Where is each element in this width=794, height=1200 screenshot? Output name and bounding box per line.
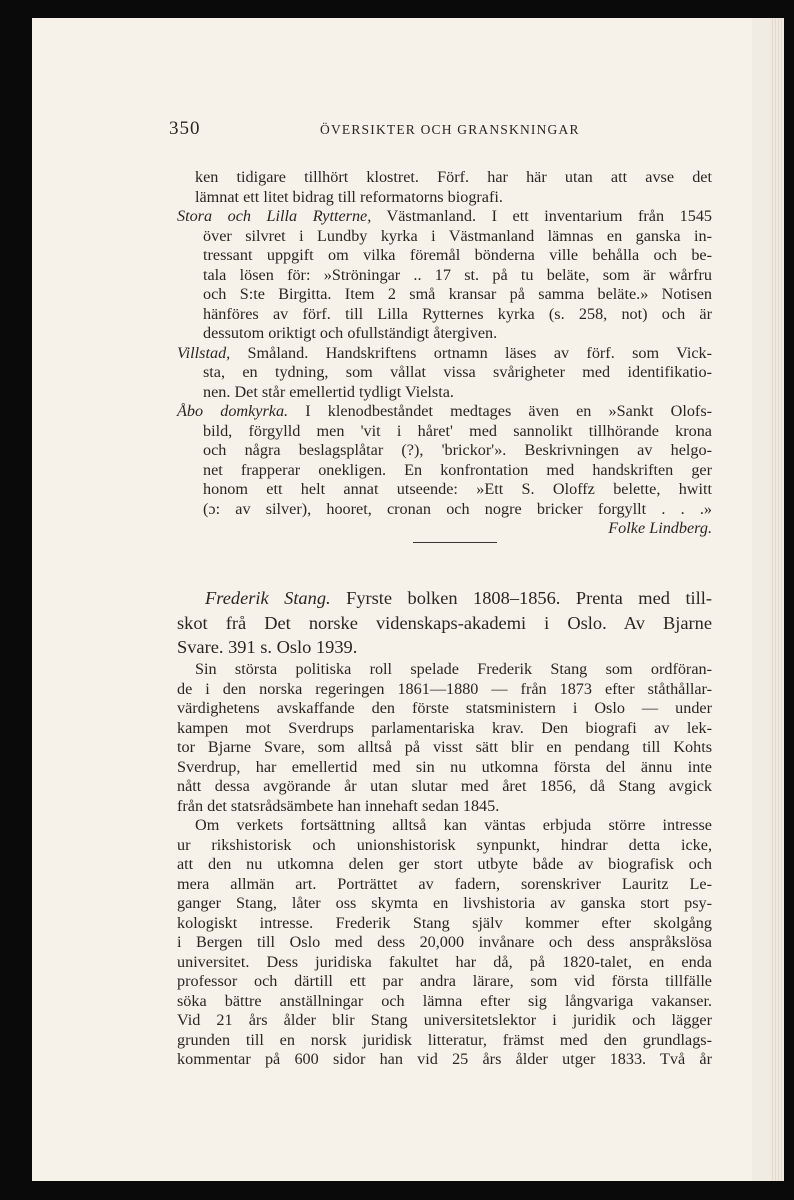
- text-line: hänföres av förf. till Lilla Rytternes kyrka (s. 258, not) och är: [203, 304, 712, 323]
- text-line: tressant uppgift om vilka föremål bönderna ville behålla och be-: [203, 246, 712, 264]
- text-line: Om verkets fortsättning alltså kan väntas erbjuda större intresse: [195, 816, 712, 834]
- text-line: (ɔ: av silver), hooret, cronan och nogre bricker forgyllt . . .»: [203, 499, 712, 518]
- review-1: [177, 168, 712, 539]
- text-line: Villstad, Småland. Handskriftens ortnamn läses av förf. som Vick-: [177, 343, 712, 362]
- text-line: professor och därtill ett par andra lärare, som vid första tillfälle: [177, 972, 712, 990]
- review-2-body: [177, 660, 712, 1070]
- text-line: Åbo domkyrka. I klenodbeståndet medtages även en »Sankt Olofs-: [177, 402, 713, 420]
- text-line: ur rikshistorisk och unionshistorisk synpunkt, hindrar detta icke,: [177, 835, 712, 854]
- text-line: Vid 21 års ålder blir Stang universitetslektor i juridik och lägger: [177, 1011, 712, 1029]
- text-line: mera allmän art. Porträttet av fadern, sorenskriver Lauritz Le-: [177, 874, 712, 893]
- text-line: söka bättre anställningar och lämna efter sig långvariga vakanser.: [177, 991, 712, 1010]
- paragraph: [177, 816, 712, 1070]
- text-line: nått dessa avgörande år utan slutar med året 1856, då Stang avgick: [177, 777, 712, 795]
- text-line: värdighetens avskaffande den förste statsministern i Oslo — under: [177, 699, 712, 717]
- entry-place: Villstad,: [177, 343, 231, 362]
- text-line: ken tidigare tillhört klostret. Förf. har här utan att avse det: [195, 168, 712, 186]
- text-line: att den nu utkomna delen ger stort utbyte både av biografisk och: [177, 855, 712, 873]
- heading-line: Svare. 391 s. Oslo 1939.: [177, 637, 358, 657]
- review-1-intro: [177, 168, 712, 207]
- text-line: ganger Stang, låter oss skymta en livshistoria av ganska stort psy-: [177, 894, 712, 912]
- text-line: från det statsrådsämbete han innehaft sedan 1845.: [177, 796, 500, 815]
- section-divider: [413, 542, 497, 543]
- text-line: sta, en tydning, som vållat vissa svårigheter med identifikatio-: [203, 363, 712, 381]
- review-signature: Folke Lindberg.: [608, 519, 712, 537]
- running-title: ÖVERSIKTER OCH GRANSKNINGAR: [320, 122, 580, 137]
- paragraph: [177, 660, 712, 816]
- entry-abo-domkyrka: [177, 402, 712, 539]
- text-line: net frapperar onekligen. En konfrontation med handskriften ger: [203, 460, 712, 479]
- text-line: dessutom oriktigt och ofullständigt återgiven.: [203, 324, 498, 342]
- text-line: kommentar på 600 sidor han vid 25 års ålder utger 1833. Två år: [177, 1050, 712, 1068]
- review-2-heading: [177, 586, 712, 660]
- text-line: Stora och Lilla Rytterne, Västmanland. I ett inventarium från 1545: [177, 207, 713, 225]
- text-line: och S:te Birgitta. Item 2 små kransar på samma beläte.» Notisen: [203, 285, 712, 303]
- text-line: kampen mot Sverdrups parlamentariska krav. Den biografi av lek-: [177, 718, 712, 737]
- text-line: över silvret i Lundby kyrka i Västmanland lämnas en ganska in-: [203, 226, 712, 245]
- book-page: [32, 18, 752, 1181]
- entry-place: Stora och Lilla Rytterne,: [177, 207, 372, 225]
- text-line: och några beslagsplåtar (?), 'brickor'». Beskrivningen av helgo-: [203, 441, 712, 459]
- entry-villstad: [177, 344, 712, 403]
- heading-line: skot frå Det norske videnskaps-akademi i Oslo. Av Bjarne: [177, 612, 712, 633]
- text-line: i Bergen till Oslo med dess 20,000 invånare och dess anspråkslösa: [177, 933, 712, 951]
- text-line: kologiskt intresse. Frederik Stang själv kommer efter skolgång: [177, 913, 712, 932]
- text-line: tor Bjarne Svare, som alltså på visst sätt blir en pendang till Kohts: [177, 738, 712, 756]
- text-line: grunden till en norsk juridisk litteratur, främst med den grundlags-: [177, 1030, 712, 1049]
- text-line: honom ett helt annat utseende: »Ett S. Oloffz belette, hwitt: [203, 480, 712, 498]
- page-number: 350: [169, 118, 201, 139]
- entry-stora-och-lilla-rytterne: [177, 207, 712, 344]
- text-line: Sverdrup, har emellertid med sin nu utkomna första del ännu inte: [177, 757, 712, 776]
- text-line: Sin största politiska roll spelade Frederik Stang som ordföran-: [195, 660, 712, 678]
- book-title: Frederik Stang.: [205, 588, 331, 608]
- text-line: tala lösen för: »Ströningar .. 17 st. på tu beläte, som är wårfru: [203, 265, 712, 284]
- page-edges: [770, 18, 784, 1181]
- text-line: bild, förgylld men 'vit i håret' med sannolikt tillhörande krona: [203, 421, 712, 440]
- heading-line: Frederik Stang. Fyrste bolken 1808–1856. Prenta med till-: [205, 588, 713, 608]
- text-line: nen. Det står emellertid tydligt Vielsta.: [203, 382, 454, 401]
- text-line: universitet. Dess juridiska fakultet har då, på 1820-talet, en enda: [177, 952, 712, 971]
- text-line: de i den norska regeringen 1861—1880 — från 1873 efter ståthållar-: [177, 679, 712, 698]
- running-head: [32, 118, 752, 142]
- entry-place: Åbo domkyrka.: [177, 402, 289, 420]
- text-line: lämnat ett litet bidrag till reformatorns biografi.: [195, 187, 503, 206]
